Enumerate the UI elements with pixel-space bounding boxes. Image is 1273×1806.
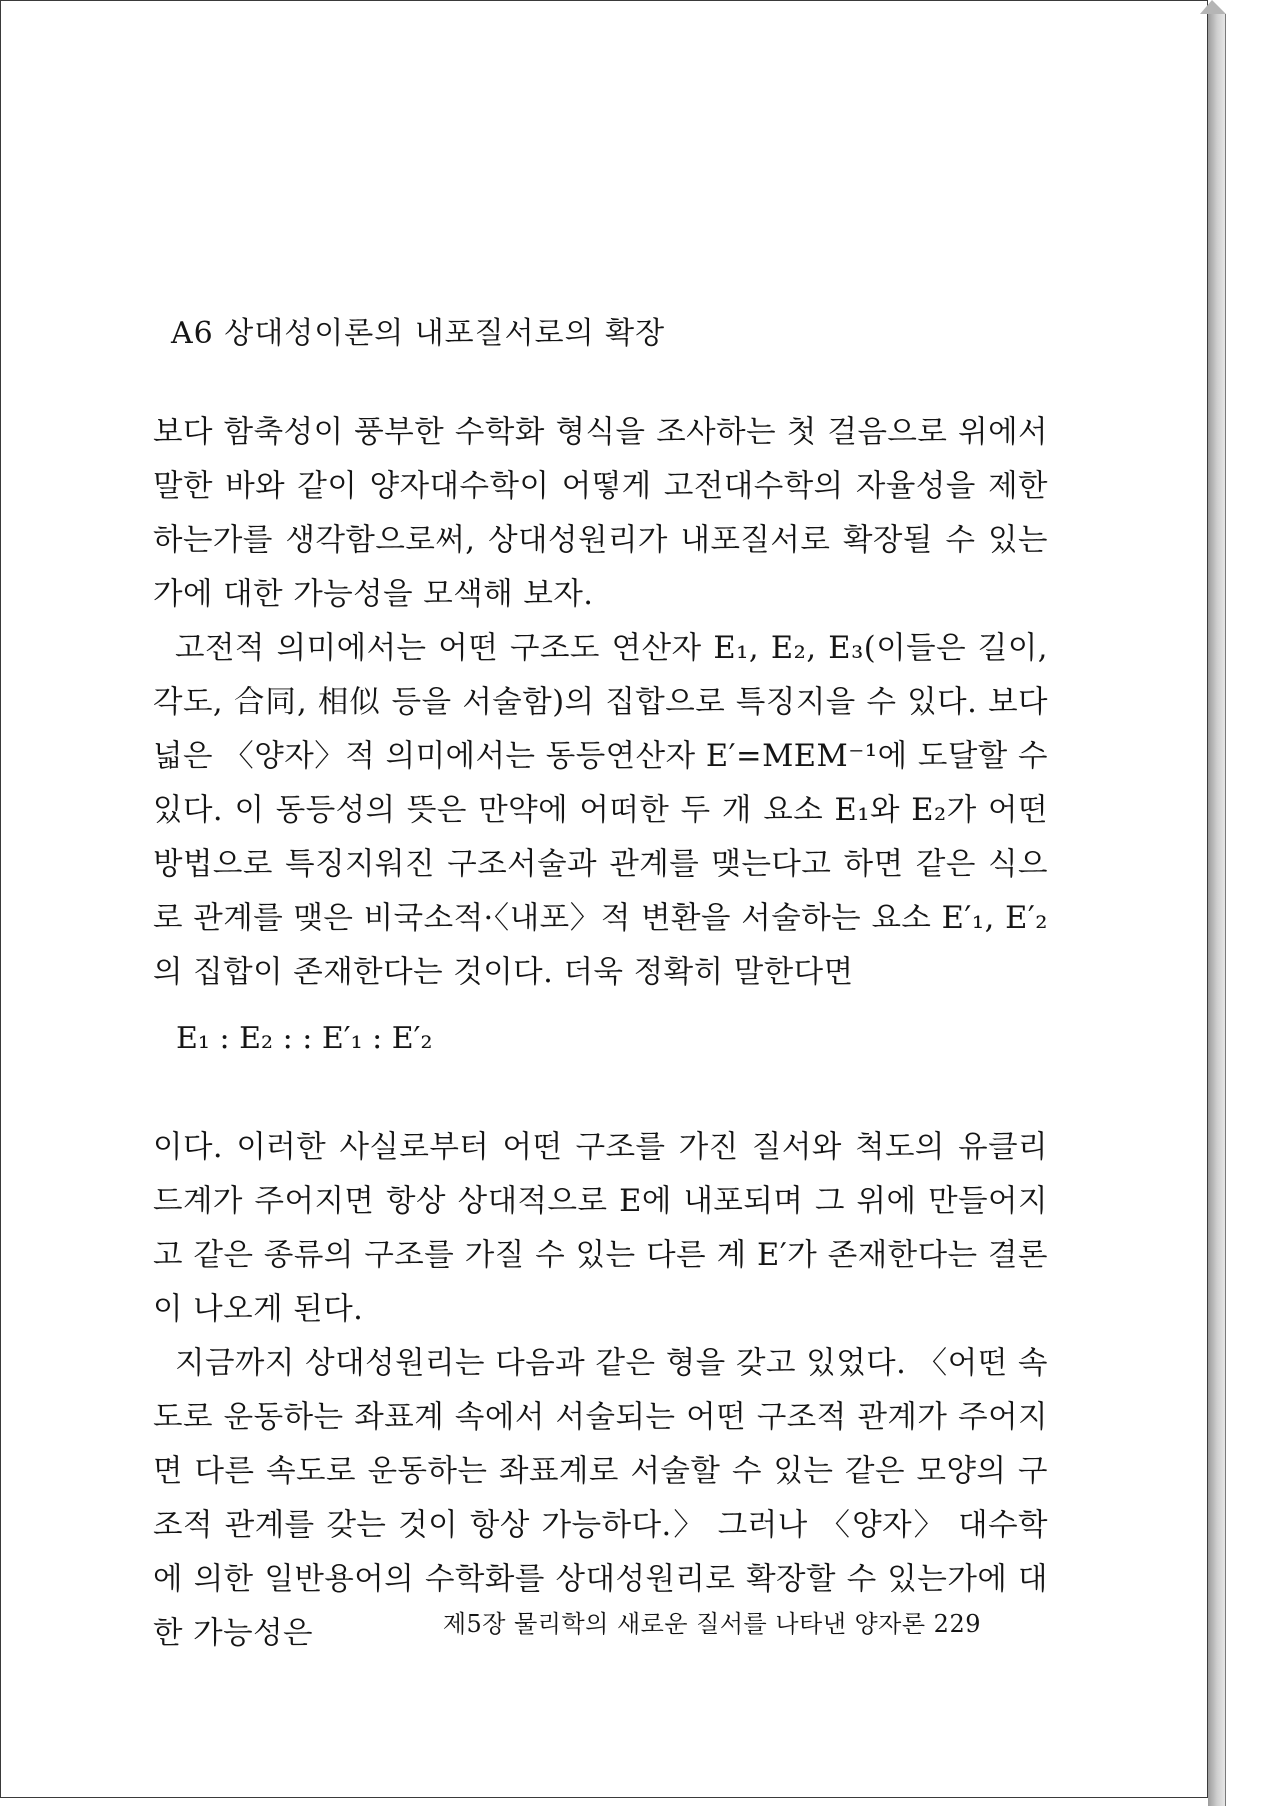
paragraph: 고전적 의미에서는 어떤 구조도 연산자 E₁, E₂, E₃(이들은 길이, 각도, 合同, 相似 등을 서술함)의 집합으로 특징지을 수 있다. 보다 넓은 〈양자〉적 의미에서는 동등연산자 E′=MEM⁻¹에 도달할 수 있다. 이 동등성의 뜻은 만약에 어떠한 두 개 요소 E₁와 E₂가 어떤 방법으로 특징지워진 구조서술과 관계를 맺는다고 하면 같은 식으로 관계를 맺은 비국소적·〈내포〉적 변환을 서술하는 요소 E′₁, E′₂의 집합이 존재한다는 것이다. 더욱 정확히 말한다면	[153, 631, 1048, 990]
formula: E₁ : E₂ : : E′₁ : E′₂	[176, 1021, 433, 1056]
paragraph: 이다. 이러한 사실로부터 어떤 구조를 가진 질서와 척도의 유클리드계가 주어지면 항상 상대적으로 E에 내포되며 그 위에 만들어지고 같은 종류의 구조를 가질 수 있는 다른 계 E′가 존재한다는 결론이 나오게 된다.	[153, 1130, 1048, 1327]
page-footer: 제5장 물리학의 새로운 질서를 나타낸 양자론 229	[442, 1610, 981, 1638]
paragraph: 지금까지 상대성원리는 다음과 같은 형을 갖고 있었다. 〈어떤 속도로 운동하는 좌표계 속에서 서술되는 어떤 구조적 관계가 주어지면 다른 속도로 운동하는 좌표계로 서술할 수 있는 같은 모양의 구조적 관계를 갖는 것이 항상 가능하다.〉 그러나 〈양자〉 대수학에 의한 일반용어의 수학화를 상대성원리로 확장할 수 있는가에 대한 가능성은	[153, 1346, 1048, 1651]
page-stack-edge	[1208, 14, 1226, 1806]
section-heading: A6 상대성이론의 내포질서로의 확장	[171, 316, 666, 351]
page-stack-corner	[1200, 0, 1226, 14]
paragraph: 보다 함축성이 풍부한 수학화 형식을 조사하는 첫 걸음으로 위에서 말한 바와 같이 양자대수학이 어떻게 고전대수학의 자율성을 제한하는가를 생각함으로써, 상대성원리가 내포질서로 확장될 수 있는가에 대한 가능성을 모색해 보자.	[153, 415, 1048, 612]
